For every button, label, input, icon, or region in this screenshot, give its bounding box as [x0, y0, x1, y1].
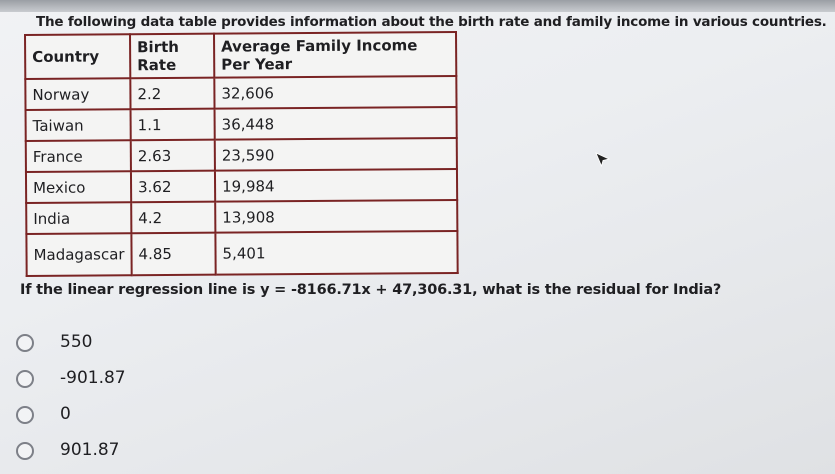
question-text: If the linear regression line is y = -8166.71x + 47,306.31, what is the residual for India?: [20, 282, 722, 298]
header-income: Average Family Income Per Year: [214, 32, 456, 78]
answer-option[interactable]: [16, 366, 316, 402]
cell-income: 23,590: [215, 138, 457, 171]
radio-button[interactable]: [16, 442, 34, 460]
intro-text: The following data table provides information about the birth rate and family income in various countries.: [36, 14, 827, 30]
cell-country: Madagascar: [26, 233, 131, 276]
cell-income: 32,606: [214, 76, 456, 109]
table-row: [25, 76, 456, 110]
cell-birth-rate: 4.2: [131, 202, 215, 234]
top-bar: [0, 0, 835, 12]
table-row: [26, 107, 457, 141]
cell-country: Norway: [25, 78, 130, 110]
header-country: Country: [25, 34, 130, 79]
cell-birth-rate: 1.1: [131, 109, 215, 141]
cell-country: Mexico: [26, 171, 131, 203]
cell-birth-rate: 4.85: [131, 233, 215, 276]
table-row: [26, 169, 457, 203]
table-header-row: [25, 32, 456, 79]
radio-button[interactable]: [16, 334, 34, 352]
option-label: 901.87: [60, 440, 120, 460]
answer-option[interactable]: [16, 438, 316, 474]
table-row: [26, 200, 457, 234]
option-label: -901.87: [60, 368, 126, 388]
mouse-cursor-icon: [595, 152, 611, 168]
cell-country: Taiwan: [26, 109, 131, 141]
answer-options: [16, 330, 316, 474]
answer-option[interactable]: [16, 330, 316, 366]
table-row: [26, 231, 457, 276]
cell-country: France: [26, 140, 131, 172]
radio-button[interactable]: [16, 406, 34, 424]
cell-birth-rate: 2.2: [130, 78, 214, 110]
cell-income: 19,984: [215, 169, 457, 202]
cell-birth-rate: 3.62: [131, 171, 215, 203]
cell-income: 13,908: [215, 200, 457, 233]
cell-income: 36,448: [215, 107, 457, 140]
option-label: 0: [60, 404, 71, 424]
cell-country: India: [26, 202, 131, 234]
table-row: [26, 138, 457, 172]
option-label: 550: [60, 332, 93, 352]
cell-birth-rate: 2.63: [131, 140, 215, 172]
answer-option[interactable]: [16, 402, 316, 438]
data-table: [24, 31, 459, 277]
cell-income: 5,401: [215, 231, 457, 275]
header-birth-rate: Birth Rate: [130, 34, 214, 79]
radio-button[interactable]: [16, 370, 34, 388]
